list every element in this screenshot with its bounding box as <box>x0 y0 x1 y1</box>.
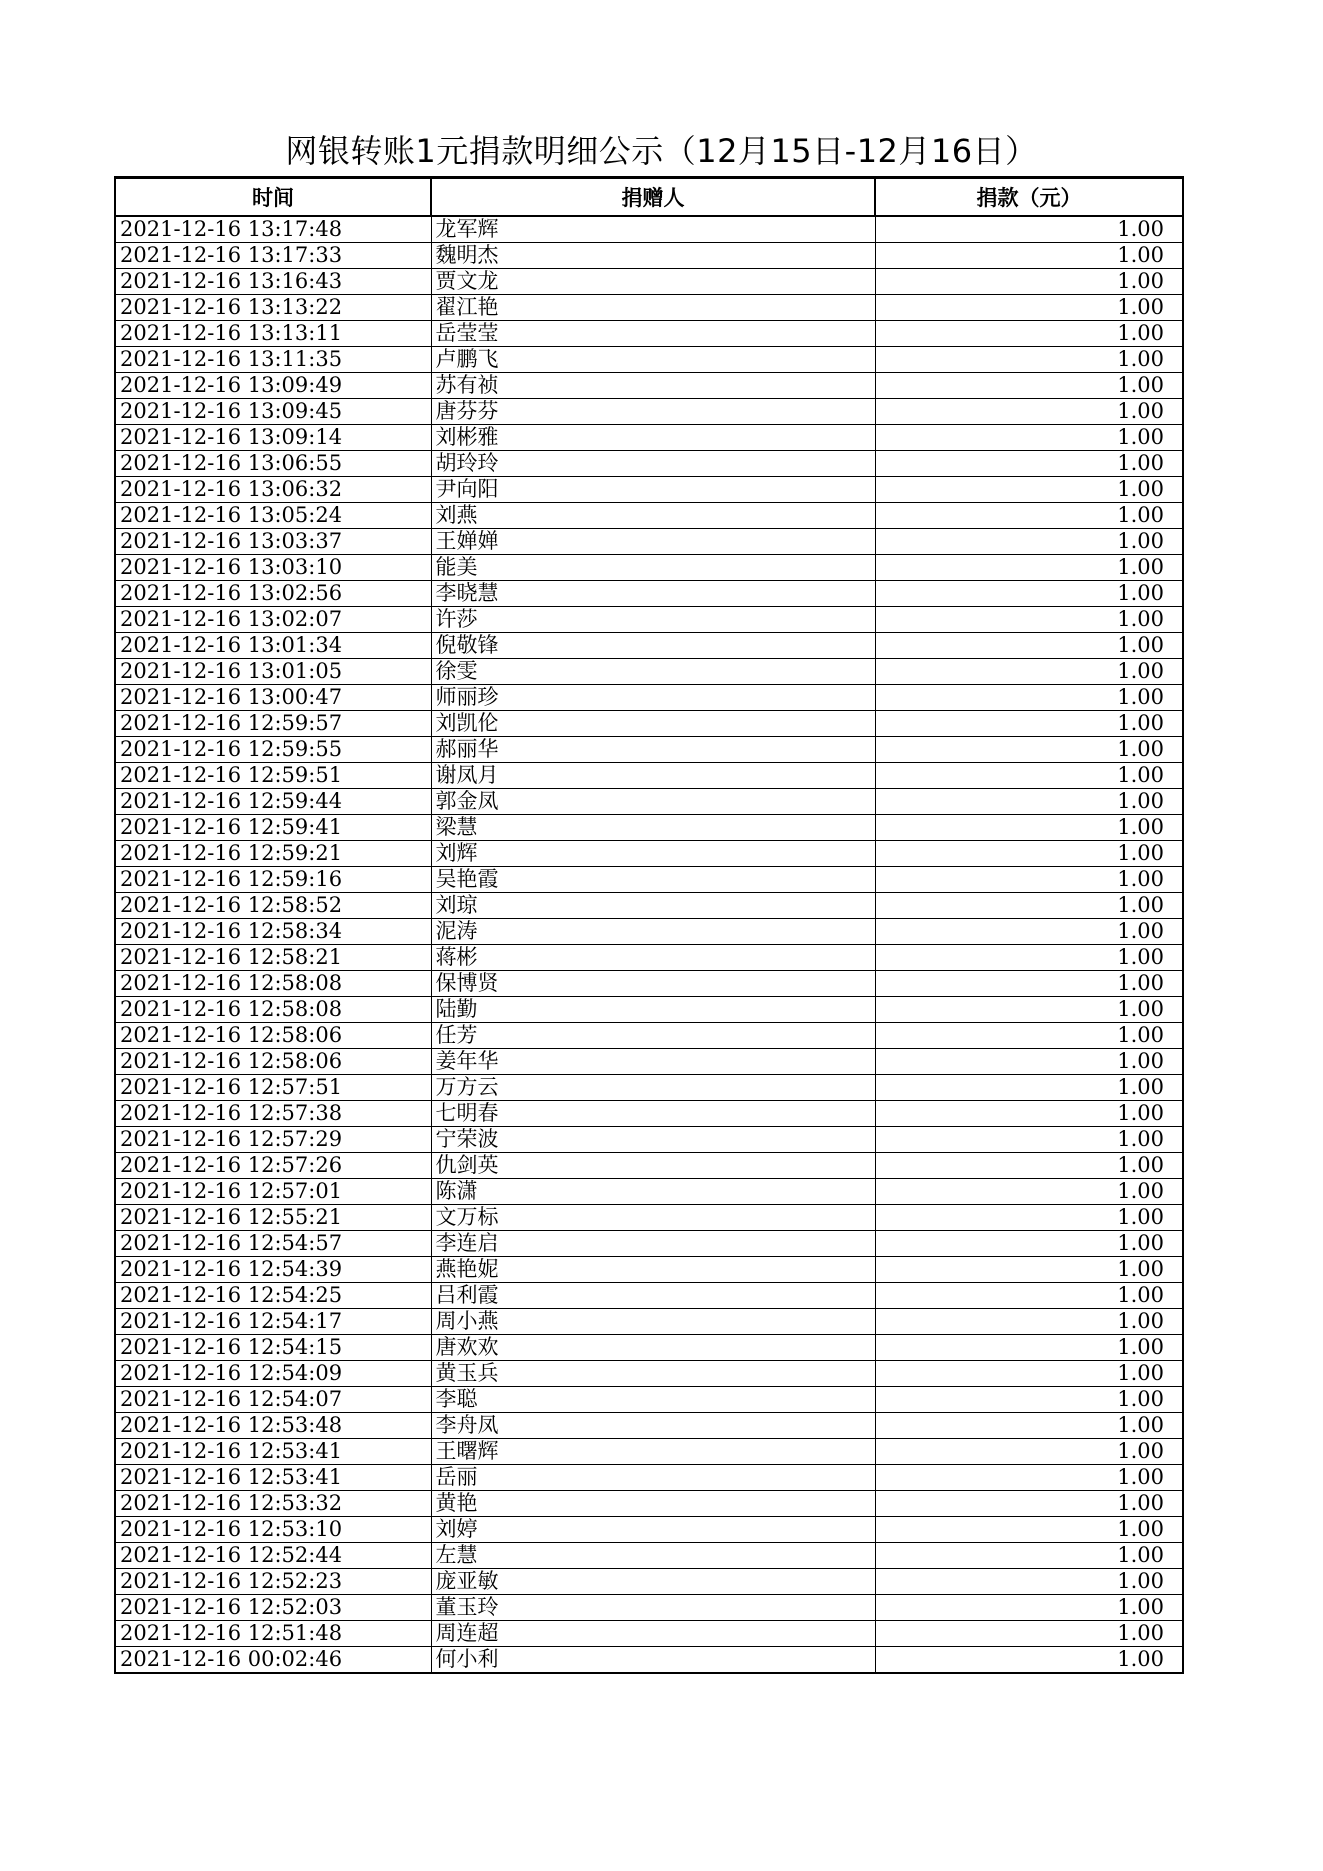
cell-amount: 1.00 <box>875 1075 1183 1101</box>
cell-amount: 1.00 <box>875 737 1183 763</box>
cell-donor: 郝丽华 <box>431 737 875 763</box>
table-row <box>115 503 1183 529</box>
cell-donor: 燕艳妮 <box>431 1257 875 1283</box>
cell-time: 2021-12-16 12:53:48 <box>115 1413 431 1439</box>
cell-time: 2021-12-16 13:17:33 <box>115 243 431 269</box>
table-row <box>115 1517 1183 1543</box>
table-row <box>115 919 1183 945</box>
cell-amount: 1.00 <box>875 1595 1183 1621</box>
cell-donor: 卢鹏飞 <box>431 347 875 373</box>
donation-table <box>114 176 1184 1674</box>
cell-time: 2021-12-16 12:54:25 <box>115 1283 431 1309</box>
cell-donor: 尹向阳 <box>431 477 875 503</box>
cell-amount: 1.00 <box>875 477 1183 503</box>
cell-time: 2021-12-16 12:53:41 <box>115 1465 431 1491</box>
cell-time: 2021-12-16 12:59:57 <box>115 711 431 737</box>
cell-amount: 1.00 <box>875 893 1183 919</box>
cell-donor: 胡玲玲 <box>431 451 875 477</box>
table-row <box>115 399 1183 425</box>
cell-amount: 1.00 <box>875 815 1183 841</box>
cell-time: 2021-12-16 13:09:49 <box>115 373 431 399</box>
cell-donor: 董玉玲 <box>431 1595 875 1621</box>
header-amount: 捐款（元） <box>875 178 1183 217</box>
cell-donor: 吴艳霞 <box>431 867 875 893</box>
table-row <box>115 1465 1183 1491</box>
cell-donor: 李聪 <box>431 1387 875 1413</box>
table-row <box>115 685 1183 711</box>
table-row <box>115 1075 1183 1101</box>
cell-amount: 1.00 <box>875 1283 1183 1309</box>
cell-donor: 黄艳 <box>431 1491 875 1517</box>
cell-time: 2021-12-16 12:58:08 <box>115 971 431 997</box>
cell-amount: 1.00 <box>875 841 1183 867</box>
table-row <box>115 243 1183 269</box>
header-time: 时间 <box>115 178 431 217</box>
cell-time: 2021-12-16 13:02:56 <box>115 581 431 607</box>
table-row <box>115 1647 1183 1674</box>
table-row <box>115 997 1183 1023</box>
cell-donor: 文万标 <box>431 1205 875 1231</box>
cell-amount: 1.00 <box>875 529 1183 555</box>
cell-amount: 1.00 <box>875 399 1183 425</box>
table-row <box>115 1101 1183 1127</box>
cell-donor: 蒋彬 <box>431 945 875 971</box>
table-row <box>115 1569 1183 1595</box>
cell-donor: 王曙辉 <box>431 1439 875 1465</box>
cell-amount: 1.00 <box>875 1101 1183 1127</box>
cell-amount: 1.00 <box>875 1231 1183 1257</box>
table-row <box>115 607 1183 633</box>
cell-donor: 陈潇 <box>431 1179 875 1205</box>
cell-donor: 徐雯 <box>431 659 875 685</box>
table-row <box>115 1127 1183 1153</box>
cell-donor: 七明春 <box>431 1101 875 1127</box>
cell-time: 2021-12-16 12:57:29 <box>115 1127 431 1153</box>
table-row <box>115 321 1183 347</box>
cell-amount: 1.00 <box>875 1387 1183 1413</box>
table-row <box>115 1595 1183 1621</box>
table-row <box>115 1439 1183 1465</box>
cell-donor: 黄玉兵 <box>431 1361 875 1387</box>
cell-amount: 1.00 <box>875 451 1183 477</box>
cell-donor: 任芳 <box>431 1023 875 1049</box>
cell-time: 2021-12-16 13:16:43 <box>115 269 431 295</box>
cell-donor: 姜年华 <box>431 1049 875 1075</box>
cell-amount: 1.00 <box>875 659 1183 685</box>
table-row <box>115 1049 1183 1075</box>
cell-time: 2021-12-16 12:57:01 <box>115 1179 431 1205</box>
table-row <box>115 711 1183 737</box>
table-row <box>115 789 1183 815</box>
table-header-row <box>115 178 1183 217</box>
table-row <box>115 1621 1183 1647</box>
cell-time: 2021-12-16 13:02:07 <box>115 607 431 633</box>
header-donor: 捐赠人 <box>431 178 875 217</box>
table-row <box>115 763 1183 789</box>
cell-amount: 1.00 <box>875 867 1183 893</box>
cell-time: 2021-12-16 12:54:39 <box>115 1257 431 1283</box>
cell-donor: 谢凤月 <box>431 763 875 789</box>
cell-time: 2021-12-16 13:01:05 <box>115 659 431 685</box>
cell-time: 2021-12-16 12:54:09 <box>115 1361 431 1387</box>
cell-donor: 魏明杰 <box>431 243 875 269</box>
cell-time: 2021-12-16 13:00:47 <box>115 685 431 711</box>
table-row <box>115 1205 1183 1231</box>
table-row <box>115 1231 1183 1257</box>
cell-amount: 1.00 <box>875 1049 1183 1075</box>
cell-time: 2021-12-16 12:57:26 <box>115 1153 431 1179</box>
cell-time: 2021-12-16 12:53:32 <box>115 1491 431 1517</box>
table-row <box>115 1387 1183 1413</box>
cell-amount: 1.00 <box>875 945 1183 971</box>
cell-amount: 1.00 <box>875 1153 1183 1179</box>
table-row <box>115 893 1183 919</box>
table-row <box>115 555 1183 581</box>
cell-time: 2021-12-16 12:52:03 <box>115 1595 431 1621</box>
cell-time: 2021-12-16 13:06:32 <box>115 477 431 503</box>
cell-donor: 刘辉 <box>431 841 875 867</box>
cell-amount: 1.00 <box>875 1465 1183 1491</box>
cell-time: 2021-12-16 12:59:21 <box>115 841 431 867</box>
cell-time: 2021-12-16 12:58:52 <box>115 893 431 919</box>
cell-donor: 周小燕 <box>431 1309 875 1335</box>
cell-time: 2021-12-16 12:59:41 <box>115 815 431 841</box>
cell-donor: 刘琼 <box>431 893 875 919</box>
cell-amount: 1.00 <box>875 997 1183 1023</box>
table-row <box>115 737 1183 763</box>
cell-time: 2021-12-16 12:57:51 <box>115 1075 431 1101</box>
cell-time: 2021-12-16 12:54:57 <box>115 1231 431 1257</box>
table-row <box>115 581 1183 607</box>
cell-amount: 1.00 <box>875 1361 1183 1387</box>
cell-time: 2021-12-16 12:54:15 <box>115 1335 431 1361</box>
cell-amount: 1.00 <box>875 685 1183 711</box>
table-row <box>115 633 1183 659</box>
cell-time: 2021-12-16 12:52:44 <box>115 1543 431 1569</box>
cell-donor: 李晓慧 <box>431 581 875 607</box>
table-row <box>115 1023 1183 1049</box>
cell-amount: 1.00 <box>875 581 1183 607</box>
cell-donor: 宁荣波 <box>431 1127 875 1153</box>
cell-donor: 岳莹莹 <box>431 321 875 347</box>
table-row <box>115 1413 1183 1439</box>
cell-amount: 1.00 <box>875 1205 1183 1231</box>
page-title: 网银转账1元捐款明细公示（12月15日-12月16日） <box>285 132 1038 170</box>
table-row <box>115 1491 1183 1517</box>
cell-amount: 1.00 <box>875 1335 1183 1361</box>
cell-amount: 1.00 <box>875 1257 1183 1283</box>
cell-amount: 1.00 <box>875 1023 1183 1049</box>
table-row <box>115 659 1183 685</box>
cell-donor: 吕利霞 <box>431 1283 875 1309</box>
cell-time: 2021-12-16 12:54:07 <box>115 1387 431 1413</box>
cell-time: 2021-12-16 12:52:23 <box>115 1569 431 1595</box>
table-row <box>115 477 1183 503</box>
table-row <box>115 216 1183 243</box>
cell-time: 2021-12-16 12:53:41 <box>115 1439 431 1465</box>
cell-time: 2021-12-16 13:17:48 <box>115 216 431 243</box>
cell-amount: 1.00 <box>875 1491 1183 1517</box>
cell-amount: 1.00 <box>875 243 1183 269</box>
cell-time: 2021-12-16 12:59:44 <box>115 789 431 815</box>
cell-donor: 周连超 <box>431 1621 875 1647</box>
cell-donor: 泥涛 <box>431 919 875 945</box>
cell-amount: 1.00 <box>875 1647 1183 1674</box>
cell-time: 2021-12-16 12:58:21 <box>115 945 431 971</box>
cell-time: 2021-12-16 13:13:11 <box>115 321 431 347</box>
cell-time: 2021-12-16 00:02:46 <box>115 1647 431 1674</box>
cell-amount: 1.00 <box>875 1309 1183 1335</box>
cell-donor: 保博贤 <box>431 971 875 997</box>
cell-time: 2021-12-16 12:58:08 <box>115 997 431 1023</box>
cell-amount: 1.00 <box>875 919 1183 945</box>
cell-donor: 岳丽 <box>431 1465 875 1491</box>
table-row <box>115 867 1183 893</box>
cell-donor: 师丽珍 <box>431 685 875 711</box>
cell-amount: 1.00 <box>875 633 1183 659</box>
table-row <box>115 841 1183 867</box>
table-row <box>115 425 1183 451</box>
table-row <box>115 815 1183 841</box>
table-row <box>115 971 1183 997</box>
cell-amount: 1.00 <box>875 1127 1183 1153</box>
cell-amount: 1.00 <box>875 425 1183 451</box>
cell-amount: 1.00 <box>875 789 1183 815</box>
cell-amount: 1.00 <box>875 607 1183 633</box>
cell-amount: 1.00 <box>875 216 1183 243</box>
cell-time: 2021-12-16 13:13:22 <box>115 295 431 321</box>
cell-donor: 左慧 <box>431 1543 875 1569</box>
cell-amount: 1.00 <box>875 347 1183 373</box>
cell-donor: 能美 <box>431 555 875 581</box>
cell-donor: 庞亚敏 <box>431 1569 875 1595</box>
cell-time: 2021-12-16 13:11:35 <box>115 347 431 373</box>
cell-donor: 陆勤 <box>431 997 875 1023</box>
cell-amount: 1.00 <box>875 1413 1183 1439</box>
cell-amount: 1.00 <box>875 711 1183 737</box>
cell-amount: 1.00 <box>875 269 1183 295</box>
cell-amount: 1.00 <box>875 1569 1183 1595</box>
cell-donor: 李舟凤 <box>431 1413 875 1439</box>
cell-amount: 1.00 <box>875 373 1183 399</box>
cell-donor: 梁慧 <box>431 815 875 841</box>
cell-time: 2021-12-16 12:53:10 <box>115 1517 431 1543</box>
table-row <box>115 1543 1183 1569</box>
table-row <box>115 1153 1183 1179</box>
cell-amount: 1.00 <box>875 295 1183 321</box>
cell-amount: 1.00 <box>875 1517 1183 1543</box>
cell-donor: 郭金凤 <box>431 789 875 815</box>
table-row <box>115 451 1183 477</box>
table-row <box>115 269 1183 295</box>
cell-amount: 1.00 <box>875 1543 1183 1569</box>
cell-donor: 倪敬锋 <box>431 633 875 659</box>
cell-time: 2021-12-16 13:09:45 <box>115 399 431 425</box>
table-row <box>115 1335 1183 1361</box>
cell-time: 2021-12-16 12:57:38 <box>115 1101 431 1127</box>
table-row <box>115 347 1183 373</box>
cell-amount: 1.00 <box>875 503 1183 529</box>
cell-donor: 仇剑英 <box>431 1153 875 1179</box>
table-row <box>115 295 1183 321</box>
table-row <box>115 1179 1183 1205</box>
cell-donor: 刘燕 <box>431 503 875 529</box>
cell-amount: 1.00 <box>875 971 1183 997</box>
table-row <box>115 1361 1183 1387</box>
cell-donor: 龙军辉 <box>431 216 875 243</box>
cell-amount: 1.00 <box>875 321 1183 347</box>
cell-donor: 唐芬芬 <box>431 399 875 425</box>
cell-amount: 1.00 <box>875 1439 1183 1465</box>
cell-donor: 唐欢欢 <box>431 1335 875 1361</box>
cell-time: 2021-12-16 12:58:06 <box>115 1023 431 1049</box>
table-row <box>115 945 1183 971</box>
cell-donor: 刘婷 <box>431 1517 875 1543</box>
cell-time: 2021-12-16 13:03:37 <box>115 529 431 555</box>
cell-amount: 1.00 <box>875 1621 1183 1647</box>
cell-donor: 万方云 <box>431 1075 875 1101</box>
cell-time: 2021-12-16 13:06:55 <box>115 451 431 477</box>
cell-amount: 1.00 <box>875 1179 1183 1205</box>
cell-time: 2021-12-16 12:55:21 <box>115 1205 431 1231</box>
table-row <box>115 529 1183 555</box>
cell-time: 2021-12-16 12:51:48 <box>115 1621 431 1647</box>
cell-donor: 王婵婵 <box>431 529 875 555</box>
table-row <box>115 1283 1183 1309</box>
cell-time: 2021-12-16 13:01:34 <box>115 633 431 659</box>
cell-amount: 1.00 <box>875 555 1183 581</box>
cell-amount: 1.00 <box>875 763 1183 789</box>
table-row <box>115 373 1183 399</box>
cell-time: 2021-12-16 12:58:34 <box>115 919 431 945</box>
cell-time: 2021-12-16 12:59:55 <box>115 737 431 763</box>
cell-donor: 何小利 <box>431 1647 875 1674</box>
cell-donor: 李连启 <box>431 1231 875 1257</box>
cell-donor: 翟江艳 <box>431 295 875 321</box>
cell-time: 2021-12-16 13:05:24 <box>115 503 431 529</box>
cell-donor: 许莎 <box>431 607 875 633</box>
cell-donor: 贾文龙 <box>431 269 875 295</box>
cell-donor: 刘彬雅 <box>431 425 875 451</box>
table-row <box>115 1309 1183 1335</box>
cell-time: 2021-12-16 13:03:10 <box>115 555 431 581</box>
cell-time: 2021-12-16 12:58:06 <box>115 1049 431 1075</box>
cell-time: 2021-12-16 12:59:16 <box>115 867 431 893</box>
cell-time: 2021-12-16 12:59:51 <box>115 763 431 789</box>
cell-time: 2021-12-16 12:54:17 <box>115 1309 431 1335</box>
cell-donor: 苏有祯 <box>431 373 875 399</box>
cell-time: 2021-12-16 13:09:14 <box>115 425 431 451</box>
table-row <box>115 1257 1183 1283</box>
cell-donor: 刘凯伦 <box>431 711 875 737</box>
